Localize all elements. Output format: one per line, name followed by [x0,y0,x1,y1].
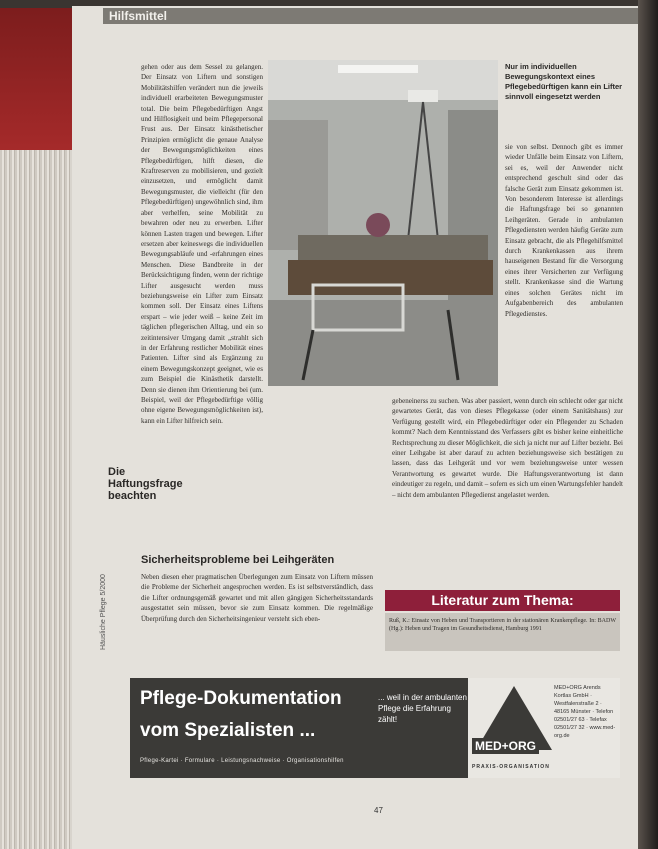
pull-quote: Nur im individuellen Bewegungskontext eines Pflegebedürftigen kann ein Lifter sinnvoll eingesetzt werden [505,62,623,101]
binding-shadow [638,0,658,849]
literature-text: Ruß, K.: Einsatz von Heben und Transportieren in der stationären Krankenpflege. In: BADW (Hg.): Heben und Tragen im Gesundheitsdienst, Hamburg 1991 [389,618,616,632]
ad-logo-panel [468,678,620,778]
section-title: Sicherheitsprobleme bei Leihgeräten [141,554,335,566]
sidebar-heading: Die Haftungsfrage beachten [108,466,183,502]
vertical-label: Häusliche Pflege 5/2000 [100,574,107,650]
ad-headline-1: Pflege-Dokumentation [140,688,342,709]
ad-logo-sub: PRAXIS-ORGANISATION [472,764,550,770]
hospital-photo [268,60,498,386]
section-label: Hilfsmittel [109,9,168,23]
body-column-1: gehen oder aus dem Sessel zu gelangen. Der Einsatz von Liftern und sonstigen Mobilitätshilfen verändert nun die jeweils individuell erarbeiteten Bewegungsmuster total. Die beim Pflegebedürftigen Angst und Hilflosigkeit und beim Pflegepersonal Frust aus. Der Einsatz kinästhetischer Prinzipien ermöglicht die genaue Analyse der Bewegungsmöglichkeiten eines Pflegebedürftigen, hilft diesen, die Kraftreserven zu mobilisieren, und gezielt einzusetzen, und ermöglicht damit Bewegungsmuster, die vielleicht (für den Pflegebedürftigen) ungewöhnlich sind, ihm aber verhelfen, seine Mobilität zu bewahren oder neu zu erwerben. Lifter können Lasten tragen und bewegen. Lifter ersetzen aber keineswegs die individuellen Bewegungsabläufe und -erfahrungen eines Menschen. Diese Bandbreite in der Berücksichtigung finden, wenn der richtige Lifter ausgesucht werden muss beziehungsweise ein Lifter zum Einsatz kommen soll. Der Einsatz eines Liftens erspart – wie jeder weiß – keine Zeit im täglichen pflegerischen Alltag, und ein so zeitintensiver Umgang damit „strahlt sich in der Erfahrung restlicher Mobilität eines Patienten. Lifter sind als Ergänzung zu einem Bewegungskonzept geeignet, wie es zum Beispiel die Kinästhetik darstellt. Denn sie dienen ihm Orientierung bei (um. Beispiel, weil der Pflegebedürftige völlig ohne eigene Bewegungsmöglichkeiten ist), kann ein Lifter hilfreich sein. [141,63,263,425]
book-edge [0,0,70,849]
body-wide-column: gebeneinerss zu suchen. Was aber passiert, wenn durch ein schlecht oder gar nicht gewartetes Gerät, das von dieses Pflegekasse (oder einem Sanitätshaus) zur Verfügung gestellt wird, ein Pflegebedürftiger oder ein Pflegender zu Schaden kommt? Nach dem Kenntnisstand des Verfassers gibt es bisher keine einheitliche Rechtsprechung zu dieser Möglichkeit, die sich ja nicht nur auf Lifter bezieht. Bei einer Leihgabe ist aber darauf zu achten beziehungsweise sich bestätigen zu lassen, dass das Leihgerät und vor wem beziehungsweise unter wessen Verantwortung es gewartet wurde. Die Haftungsverantwortung ist dann eindeutiger zu regeln, und damit – sofern es sich um einen Wartungsfehler handelt – nicht dem ambulanten Pflegedienst angelastet werden. [392,397,623,499]
ad-address: MED+ORG Arends Kortlas GmbH · Westfalenstraße 2 · 48165 Münster · Telefon 02501/27 63 · Telefax 02501/27 32 · www.med-org.de [554,685,616,739]
ad-logo: MED+ORG [472,738,539,754]
section-body: Neben diesen eher pragmatischen Überlegungen zum Einsatz von Liftern müssen die Probleme der Sicherheit angesprochen werden. Es ist selbstverständlich, dass die Lifter ordnungsgemäß gewartet und mit allen gängigen Sicherheitsstandards ausgestattet sein müssen, bevor sie zum Einsatz kommen. Die regelmäßige Überprüfung durch den Sicherheitsingenieur versteht sich eben- [141,573,373,623]
literature-box [385,613,620,651]
body-column-3: sie von selbst. Dennoch gibt es immer wieder Unfälle beim Einsatz von Liftern, sei es, weil der Anwender nicht entsprechend geschult sind oder das falsche Gerät zum Einsatz gekommen ist. Von besonderem Interesse ist allerdings die Haftungsfrage bei so genannten Leihgeräten. Gerade in ambulanten Pflegediensten werden häufig Geräte zum Einsatz gebracht, die als Pflegehilfsmittel durch Krankenkassen aus ihrem hauseigenen Bestand für die Versorgung eines ihrer Versicherten zur Verfügung stellt. Krankenkasse sind die Wartung eines solchen Gerätes nicht im Aufgabenbereich des ambulanten Pflegedienstes. [505,143,623,318]
ad-headline-2: vom Spezialisten ... [140,720,316,741]
section-header [103,8,638,24]
advertisement [130,678,620,778]
page-number: 47 [374,806,383,815]
literature-title: Literatur zum Thema: [385,590,620,611]
ad-slogan: ... weil in der ambulanten Pflege die Erfahrung zählt! [378,693,467,724]
ad-tagline: Pflege-Kartei · Formulare · Leistungsnachweise · Organisationshilfen [140,758,344,764]
